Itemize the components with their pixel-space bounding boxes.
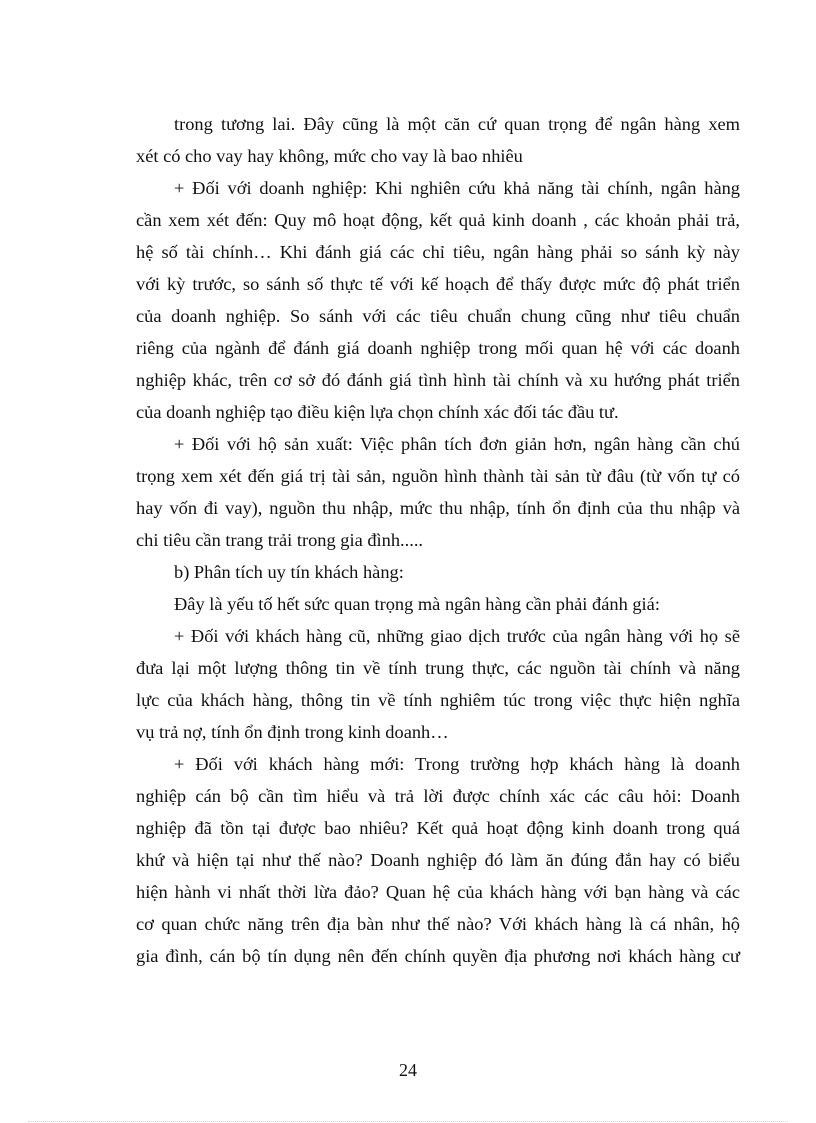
paragraph-line: nghiệp khác, trên cơ sở đó đánh giá tình hình tài chính và xu hướng phát triển <box>136 370 740 390</box>
section-heading: b) Phân tích uy tín khách hàng: <box>174 562 404 582</box>
paragraph-line: nghiệp cán bộ cần tìm hiểu và trả lời được chính xác các câu hỏi: Doanh <box>136 786 740 806</box>
paragraph-line: vụ trả nợ, tính ổn định trong kinh doanh… <box>136 722 449 742</box>
paragraph-line: + Đối với khách hàng mới: Trong trường hợp khách hàng là doanh <box>174 754 740 774</box>
paragraph-line: gia đình, cán bộ tín dụng nên đến chính quyền địa phương nơi khách hàng cư <box>136 946 740 966</box>
paragraph-line: trong tương lai. Đây cũng là một căn cứ quan trọng để ngân hàng xem <box>174 114 740 134</box>
paragraph-line: chi tiêu cần trang trải trong gia đình..... <box>136 530 424 550</box>
paragraph-line: lực của khách hàng, thông tin về tính nghiêm túc trong việc thực hiện nghĩa <box>136 690 740 710</box>
paragraph-line: đưa lại một lượng thông tin về tính trung thực, các nguồn tài chính và năng <box>136 658 740 678</box>
paragraph-line: riêng của ngành để đánh giá doanh nghiệp trong mối quan hệ với các doanh <box>136 338 740 358</box>
paragraph-line: của doanh nghiệp tạo điều kiện lựa chọn chính xác đối tác đầu tư. <box>136 402 619 422</box>
paragraph-line: Đây là yếu tố hết sức quan trọng mà ngân hàng cần phải đánh giá: <box>174 594 660 614</box>
paragraph-line: + Đối với doanh nghiệp: Khi nghiên cứu khả năng tài chính, ngân hàng <box>174 178 740 198</box>
paragraph-line: khứ và hiện tại như thế nào? Doanh nghiệp đó làm ăn đúng đắn hay có biểu <box>136 850 740 870</box>
paragraph-line: cần xem xét đến: Quy mô hoạt động, kết quả kinh doanh , các khoản phải trả, <box>136 210 740 230</box>
page-number: 24 <box>399 1060 417 1080</box>
page-bottom-divider <box>28 1121 788 1122</box>
paragraph-line: cơ quan chức năng trên địa bàn như thế nào? Với khách hàng là cá nhân, hộ <box>136 914 740 934</box>
paragraph-line: của doanh nghiệp. So sánh với các tiêu chuẩn chung cũng như tiêu chuẩn <box>136 306 740 326</box>
paragraph-line: với kỳ trước, so sánh số thực tế với kế hoạch để thấy được mức độ phát triển <box>136 274 740 294</box>
paragraph-line: xét có cho vay hay không, mức cho vay là bao nhiêu <box>136 146 523 166</box>
paragraph-line: hệ số tài chính… Khi đánh giá các chỉ tiêu, ngân hàng phải so sánh kỳ này <box>136 242 740 262</box>
paragraph-line: trọng xem xét đến giá trị tài sản, nguồn hình thành tài sản từ đâu (từ vốn tự có <box>136 466 740 486</box>
paragraph-line: + Đối với hộ sản xuất: Việc phân tích đơn giản hơn, ngân hàng cần chú <box>174 434 740 454</box>
paragraph-line: + Đối với khách hàng cũ, những giao dịch trước của ngân hàng với họ sẽ <box>174 626 740 646</box>
paragraph-line: hay vốn đi vay), nguồn thu nhập, mức thu nhập, tính ổn định của thu nhập và <box>136 498 740 518</box>
paragraph-line: nghiệp đã tồn tại được bao nhiêu? Kết quả hoạt động kinh doanh trong quá <box>136 818 740 838</box>
paragraph-line: hiện hành vi nhất thời lừa đảo? Quan hệ của khách hàng với bạn hàng và các <box>136 882 740 902</box>
